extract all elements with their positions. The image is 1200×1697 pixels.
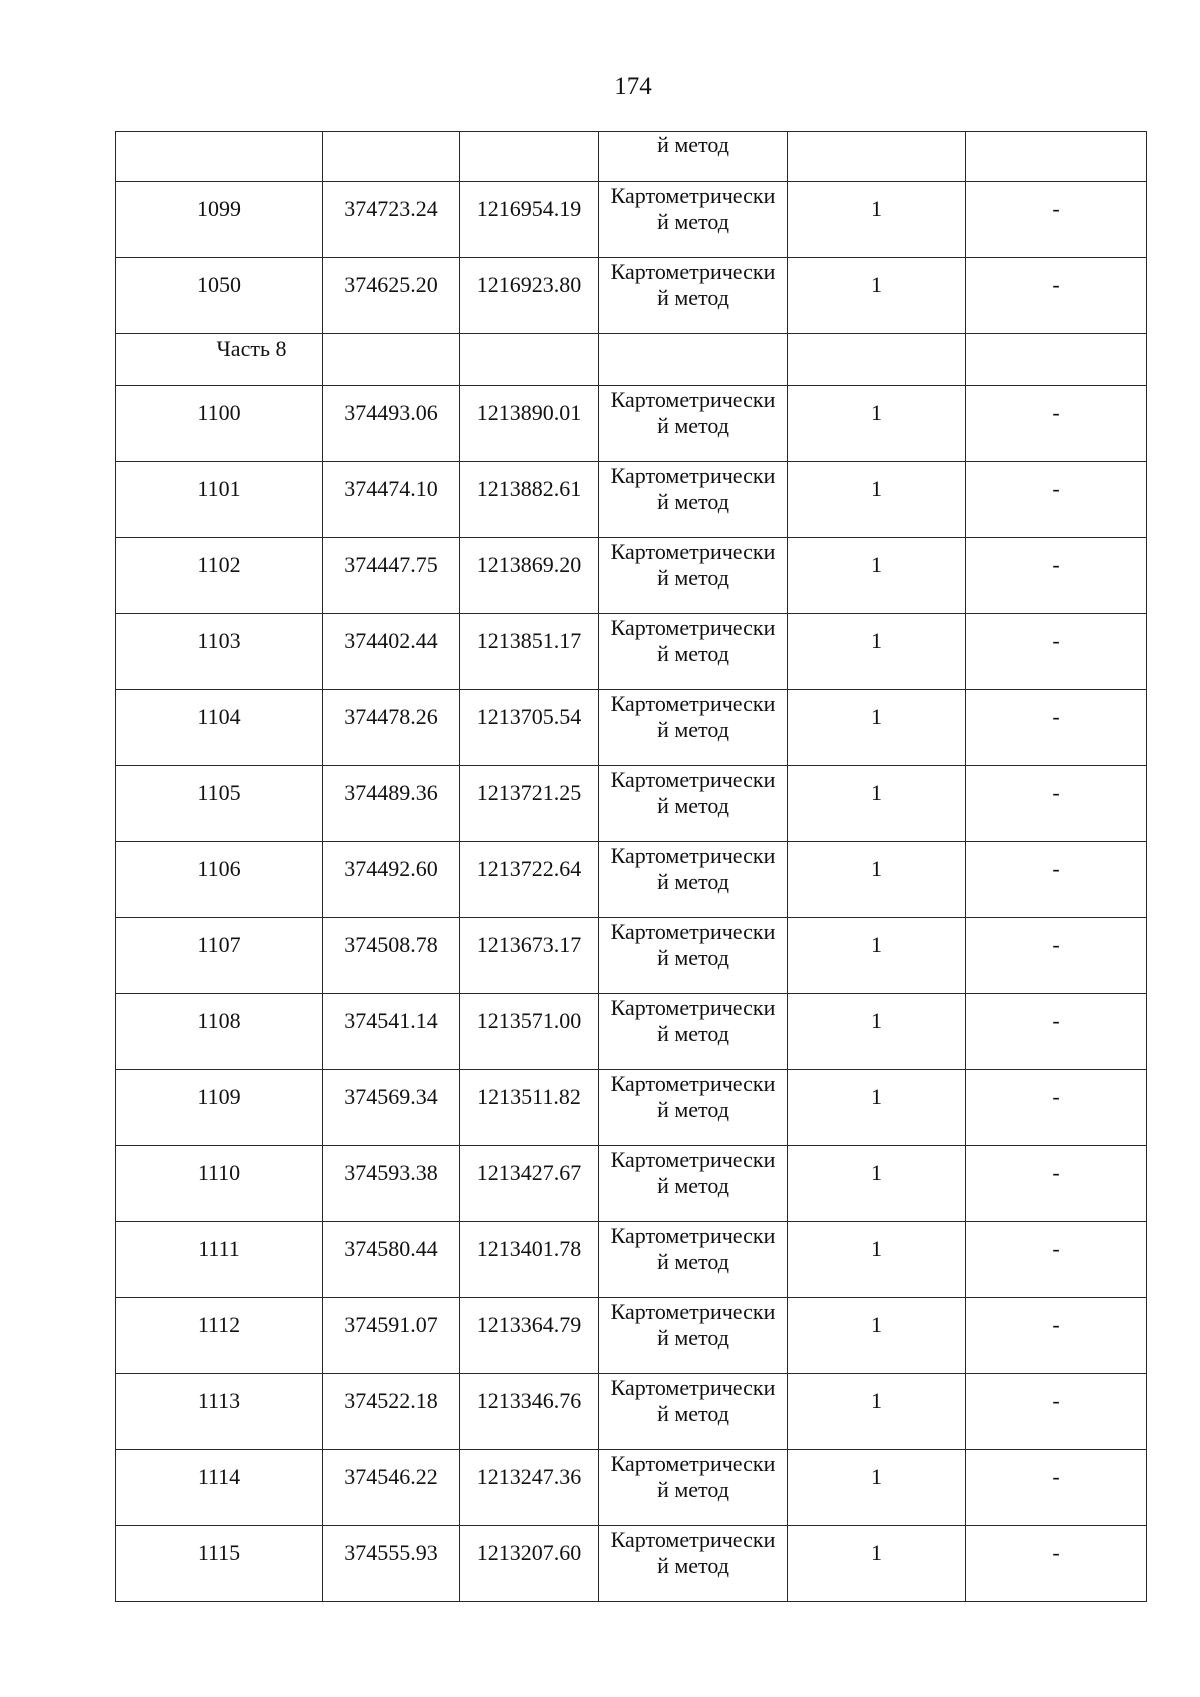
coordinates-table	[115, 131, 1147, 1602]
x-coordinate-cell: 374508.78	[323, 918, 460, 994]
method-line: й метод	[657, 717, 729, 742]
page-number: 174	[614, 73, 652, 100]
point-id-cell: 1115	[116, 1526, 323, 1602]
note-cell: -	[966, 994, 1147, 1070]
point-id-cell: 1113	[116, 1374, 323, 1450]
y-coordinate-cell: 1213882.61	[460, 462, 599, 538]
point-id-cell: 1103	[116, 614, 323, 690]
y-coordinate-cell: 1213722.64	[460, 842, 599, 918]
error-cell: 1	[788, 994, 966, 1070]
point-id-cell: 1050	[116, 258, 323, 334]
method-cell	[599, 614, 788, 690]
method-line: Картометрически	[610, 1147, 776, 1172]
method-line: й метод	[657, 641, 729, 666]
note-cell: -	[966, 462, 1147, 538]
table-row	[116, 182, 1147, 258]
empty-cell	[323, 334, 460, 386]
method-line: й метод	[657, 489, 729, 514]
y-coordinate-cell: 1213705.54	[460, 690, 599, 766]
table-row	[116, 690, 1147, 766]
method-line: Картометрически	[610, 615, 776, 640]
empty-cell	[788, 334, 966, 386]
note-cell: -	[966, 842, 1147, 918]
method-line: й метод	[657, 1477, 729, 1502]
x-coordinate-cell: 374489.36	[323, 766, 460, 842]
error-cell: 1	[788, 918, 966, 994]
x-coordinate-cell	[323, 132, 460, 182]
method-cell	[599, 386, 788, 462]
x-coordinate-cell: 374522.18	[323, 1374, 460, 1450]
x-coordinate-cell: 374478.26	[323, 690, 460, 766]
method-line: й метод	[657, 869, 729, 894]
point-id-cell: 1107	[116, 918, 323, 994]
x-coordinate-cell: 374580.44	[323, 1222, 460, 1298]
table-row	[116, 1526, 1147, 1602]
method-cell	[599, 538, 788, 614]
table-row	[116, 766, 1147, 842]
note-cell: -	[966, 1222, 1147, 1298]
x-coordinate-cell: 374625.20	[323, 258, 460, 334]
method-line: Картометрически	[610, 767, 776, 792]
table-row	[116, 538, 1147, 614]
table-row	[116, 462, 1147, 538]
point-id-cell: 1110	[116, 1146, 323, 1222]
y-coordinate-cell: 1216954.19	[460, 182, 599, 258]
method-line: й метод	[657, 793, 729, 818]
method-cell	[599, 766, 788, 842]
method-cell	[599, 994, 788, 1070]
method-line: й метод	[657, 1249, 729, 1274]
method-line: й метод	[657, 1325, 729, 1350]
y-coordinate-cell: 1213427.67	[460, 1146, 599, 1222]
coordinates-table-body	[116, 132, 1147, 1602]
method-line: Картометрически	[610, 1299, 776, 1324]
empty-cell	[599, 334, 788, 386]
method-line: й метод	[657, 413, 729, 438]
error-cell: 1	[788, 1450, 966, 1526]
section-row	[116, 334, 1147, 386]
x-coordinate-cell: 374555.93	[323, 1526, 460, 1602]
note-cell: -	[966, 538, 1147, 614]
continuation-row	[116, 132, 1147, 182]
note-cell: -	[966, 1526, 1147, 1602]
y-coordinate-cell: 1213207.60	[460, 1526, 599, 1602]
method-cell	[599, 1070, 788, 1146]
method-line: й метод	[657, 1097, 729, 1122]
error-cell: 1	[788, 690, 966, 766]
point-id-cell: 1099	[116, 182, 323, 258]
point-id-cell: 1114	[116, 1450, 323, 1526]
y-coordinate-cell: 1213851.17	[460, 614, 599, 690]
method-line: й метод	[657, 1173, 729, 1198]
point-id-cell: 1105	[116, 766, 323, 842]
error-cell	[788, 132, 966, 182]
y-coordinate-cell: 1213364.79	[460, 1298, 599, 1374]
y-coordinate-cell: 1213401.78	[460, 1222, 599, 1298]
note-cell: -	[966, 766, 1147, 842]
empty-cell	[460, 334, 599, 386]
method-line: Картометрически	[610, 183, 776, 208]
table-row	[116, 614, 1147, 690]
note-cell: -	[966, 690, 1147, 766]
y-coordinate-cell: 1213721.25	[460, 766, 599, 842]
method-line: й метод	[657, 209, 729, 234]
method-cell	[599, 1526, 788, 1602]
empty-cell	[966, 334, 1147, 386]
method-line: Картометрически	[610, 691, 776, 716]
error-cell: 1	[788, 614, 966, 690]
y-coordinate-cell: 1216923.80	[460, 258, 599, 334]
x-coordinate-cell: 374541.14	[323, 994, 460, 1070]
point-id-cell: 1111	[116, 1222, 323, 1298]
table-row	[116, 1222, 1147, 1298]
error-cell: 1	[788, 1374, 966, 1450]
method-cell	[599, 462, 788, 538]
error-cell: 1	[788, 462, 966, 538]
y-coordinate-cell: 1213511.82	[460, 1070, 599, 1146]
table-row	[116, 386, 1147, 462]
method-line: Картометрически	[610, 463, 776, 488]
note-cell: -	[966, 182, 1147, 258]
method-cell	[599, 1298, 788, 1374]
error-cell: 1	[788, 386, 966, 462]
error-cell: 1	[788, 538, 966, 614]
method-cell	[599, 918, 788, 994]
method-line: Картометрически	[610, 1375, 776, 1400]
point-id-cell: 1108	[116, 994, 323, 1070]
method-line: й метод	[657, 285, 729, 310]
error-cell: 1	[788, 1070, 966, 1146]
error-cell: 1	[788, 766, 966, 842]
table-row	[116, 994, 1147, 1070]
point-id-cell: 1101	[116, 462, 323, 538]
error-cell: 1	[788, 1298, 966, 1374]
x-coordinate-cell: 374474.10	[323, 462, 460, 538]
method-line: Картометрически	[610, 1071, 776, 1096]
error-cell: 1	[788, 1222, 966, 1298]
method-line: Картометрически	[610, 1527, 776, 1552]
error-cell: 1	[788, 842, 966, 918]
method-line: й метод	[657, 1401, 729, 1426]
x-coordinate-cell: 374546.22	[323, 1450, 460, 1526]
method-line: Картометрически	[610, 387, 776, 412]
table-row	[116, 918, 1147, 994]
method-line: Картометрически	[610, 995, 776, 1020]
x-coordinate-cell: 374593.38	[323, 1146, 460, 1222]
method-cell	[599, 1146, 788, 1222]
method-cell	[599, 1374, 788, 1450]
note-cell: -	[966, 258, 1147, 334]
method-cell	[599, 258, 788, 334]
note-cell: -	[966, 918, 1147, 994]
note-cell: -	[966, 386, 1147, 462]
x-coordinate-cell: 374492.60	[323, 842, 460, 918]
table-row	[116, 1450, 1147, 1526]
method-line: й метод	[657, 1553, 729, 1578]
table-row	[116, 1374, 1147, 1450]
method-line: й метод	[657, 945, 729, 970]
y-coordinate-cell: 1213571.00	[460, 994, 599, 1070]
method-line: Картометрически	[610, 1451, 776, 1476]
method-line: й метод	[657, 1021, 729, 1046]
point-id-cell	[116, 132, 323, 182]
note-cell: -	[966, 1374, 1147, 1450]
method-cell	[599, 1222, 788, 1298]
x-coordinate-cell: 374569.34	[323, 1070, 460, 1146]
point-id-cell: 1100	[116, 386, 323, 462]
point-id-cell: 1102	[116, 538, 323, 614]
error-cell: 1	[788, 1526, 966, 1602]
error-cell: 1	[788, 1146, 966, 1222]
point-id-cell: 1106	[116, 842, 323, 918]
method-line: й метод	[657, 565, 729, 590]
y-coordinate-cell: 1213890.01	[460, 386, 599, 462]
x-coordinate-cell: 374402.44	[323, 614, 460, 690]
method-line: Картометрически	[610, 843, 776, 868]
point-id-cell: 1104	[116, 690, 323, 766]
x-coordinate-cell: 374493.06	[323, 386, 460, 462]
x-coordinate-cell: 374723.24	[323, 182, 460, 258]
error-cell: 1	[788, 258, 966, 334]
note-cell	[966, 132, 1147, 182]
y-coordinate-cell: 1213346.76	[460, 1374, 599, 1450]
y-coordinate-cell: 1213869.20	[460, 538, 599, 614]
note-cell: -	[966, 1146, 1147, 1222]
method-line: Картометрически	[610, 539, 776, 564]
point-id-cell: 1112	[116, 1298, 323, 1374]
point-id-cell: 1109	[116, 1070, 323, 1146]
method-line: Картометрически	[610, 919, 776, 944]
note-cell: -	[966, 1450, 1147, 1526]
table-row	[116, 1298, 1147, 1374]
note-cell: -	[966, 614, 1147, 690]
method-cell: й метод	[599, 132, 788, 182]
table-row	[116, 258, 1147, 334]
y-coordinate-cell: 1213673.17	[460, 918, 599, 994]
method-cell	[599, 1450, 788, 1526]
x-coordinate-cell: 374591.07	[323, 1298, 460, 1374]
method-cell	[599, 182, 788, 258]
error-cell: 1	[788, 182, 966, 258]
method-line: Картометрически	[610, 1223, 776, 1248]
table-row	[116, 1070, 1147, 1146]
note-cell: -	[966, 1298, 1147, 1374]
note-cell: -	[966, 1070, 1147, 1146]
section-label: Часть 8	[116, 334, 323, 386]
table-row	[116, 842, 1147, 918]
x-coordinate-cell: 374447.75	[323, 538, 460, 614]
y-coordinate-cell	[460, 132, 599, 182]
table-row	[116, 1146, 1147, 1222]
method-cell	[599, 842, 788, 918]
method-cell	[599, 690, 788, 766]
y-coordinate-cell: 1213247.36	[460, 1450, 599, 1526]
method-line: Картометрически	[610, 259, 776, 284]
